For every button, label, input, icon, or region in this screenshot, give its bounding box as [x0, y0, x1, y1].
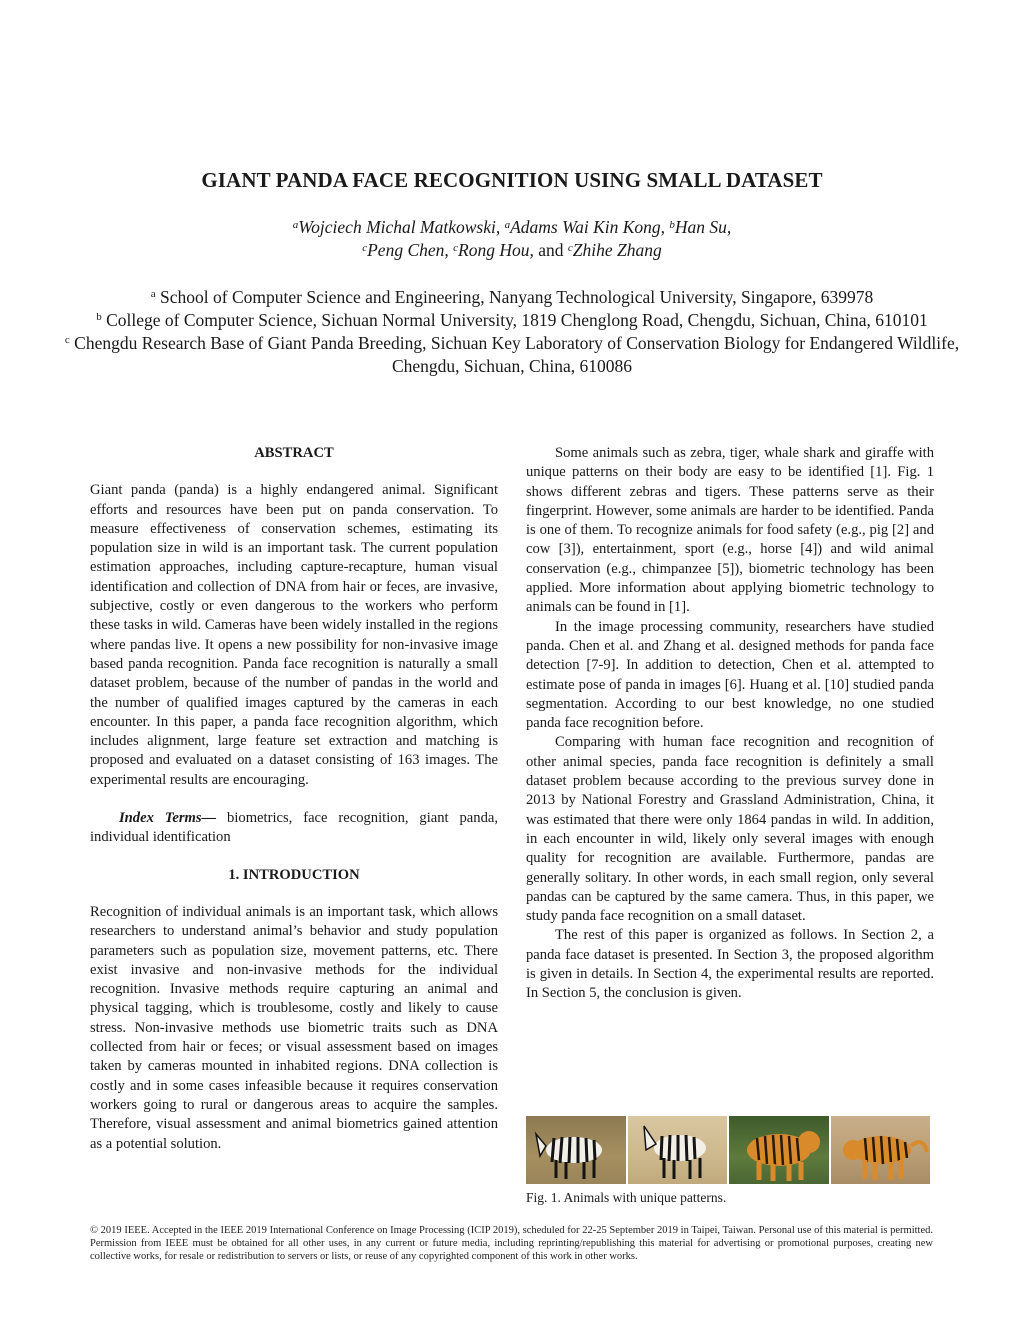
index-terms [90, 809, 498, 848]
tiger-image-1 [729, 1116, 829, 1184]
author: $^b$Han Su, [669, 217, 732, 237]
author: $^a$Wojciech Michal Matkowski, [292, 217, 501, 237]
affiliation-b: $^b$ College of Computer Science, Sichuan Normal University, 1819 Chenglong Road, Chengdu, Sichuan, China, 610101 [96, 310, 928, 330]
intro-paragraph-3: In the image processing community, researchers have studied panda. Chen et al. and Zhang et al. designed methods for panda face detection [7-9]. In addition to detection, Chen et al. attempted to estimate pose of panda in images [6]. Huang et al. [10] studied panda segmentation. According to our best knowledge, no one studied panda face recognition before. [526, 618, 934, 732]
zebra-image-2 [628, 1116, 728, 1184]
copyright-notice: © 2019 IEEE. Accepted in the IEEE 2019 International Conference on Image Processing (ICIP 2019), scheduled for 22-25 September 2019 in Taipei, Taiwan. Personal use of this material is permitted. Permission from IEEE must be obtained for all other uses, in any current or future media, including reprinting/republishing this material for advertising or promotional purposes, creating new collective works, for resale or redistribution to servers or lists, or reuse of any copyrighted component of this work in other works. [90, 1225, 933, 1263]
intro-paragraph-4: Comparing with human face recognition and recognition of other animal species, panda face recognition is definitely a small dataset problem because according to the previous survey done in 2013 by National Forestry and Grassland Administration, China, it was estimated that there were only 1864 pandas in wild. In addition, in each encounter in wild, likely only several images with enough quality for recognition are available. Furthermore, pandas are generally solitary. In other words, in each small region, only several pandas can be captured by the same camera. Thus, in this paper, we study panda face recognition on a small dataset. [526, 734, 934, 925]
paper-title: GIANT PANDA FACE RECOGNITION USING SMALL DATASET [201, 168, 823, 192]
intro-paragraph-5: The rest of this paper is organized as follows. In Section 2, a panda face dataset is presented. In Section 3, the proposed algorithm is given in details. In Section 4, the experimental results are reported. In Section 5, the conclusion is given. [526, 927, 934, 1002]
abstract-heading: ABSTRACT [254, 445, 334, 461]
left-column [90, 444, 498, 1154]
author: $^a$Adams Wai Kin Kong, [504, 217, 666, 237]
index-terms-text: biometrics, face recognition, giant panda, individual identification [90, 810, 499, 846]
abstract-body: Giant panda (panda) is a highly endangered animal. Significant efforts and resources have been put on panda conservation. To measure effectiveness of conservation schemes, estimating its population size in wild is an important task. The current population estimation approaches, including capture-recapture, human visual identification and collection of DNA from hair or feces, are invasive, subjective, costly or even dangerous to the workers who perform these tasks in wild. Cameras have been widely installed in the regions where pandas live. It opens a new possibility for non-invasive image based panda recognition. Panda face recognition is naturally a small dataset problem, because of the number of pandas in the world and the number of qualified images captured by the cameras in each encounter. In this paper, a panda face recognition algorithm, which includes alignment, large feature set extraction and matching is proposed and evaluated on a dataset consisting of 163 images. The experimental results are encouraging. [90, 482, 498, 788]
introduction-heading: 1. INTRODUCTION [228, 866, 360, 883]
figure-caption: Fig. 1. Animals with unique patterns. [526, 1190, 727, 1205]
right-column [526, 444, 934, 1004]
author: $^c$Zhihe Zhang [567, 240, 662, 260]
author: $^c$Peng Chen, [362, 240, 449, 260]
intro-paragraph-1: Recognition of individual animals is an important task, which allows researchers to understand animal’s behavior and study population parameters such as population size, movement patterns, etc. There exist invasive and non-invasive methods for the individual recognition. Invasive methods require capturing an animal and physical tagging, which is troublesome, costly and likely to cause stress. Non-invasive methods use biometric traits such as DNA collected from hair or feces; or visual assessment based on images taken by cameras mounted in inhabited regions. DNA collection is costly and in some cases infeasible because it requires conservation workers going to rural or dangerous areas to acquire the samples. Therefore, visual assessment and animal biometrics gained attention as a potential solution. [90, 903, 498, 1152]
author-line-1 [60, 216, 964, 239]
author-conjunction: and [538, 240, 564, 260]
index-terms-label: Index Terms— [119, 810, 217, 827]
author: $^c$Rong Hou, [453, 240, 534, 260]
affiliations [60, 286, 964, 378]
author-list [60, 216, 964, 262]
figure-animals [526, 1116, 930, 1184]
affiliation-a: $^a$ School of Computer Science and Engineering, Nanyang Technological University, Singapore, 639978 [150, 287, 874, 307]
affiliation-c: $^c$ Chengdu Research Base of Giant Panda Breeding, Sichuan Key Laboratory of Conservation Biology for Endangered Wildlife, Chengdu, Sichuan, China, 610086 [64, 333, 960, 376]
intro-paragraph-2: Some animals such as zebra, tiger, whale shark and giraffe with unique patterns on their body are easy to be identified [1]. Fig. 1 shows different zebras and tigers. These patterns serve as their fingerprint. However, some animals are harder to be identified. Panda is one of them. To recognize animals for food safety (e.g., pig [2] and cow [3]), entertainment, sport (e.g., horse [4]) and wild animal conservation (e.g., chimpanzee [5]), biometric technology has been applied. More information about applying biometric technology to animals can be found in [1]. [526, 445, 934, 616]
author-line-2 [60, 239, 964, 262]
tiger-image-2 [831, 1116, 931, 1184]
zebra-image-1 [526, 1116, 626, 1184]
